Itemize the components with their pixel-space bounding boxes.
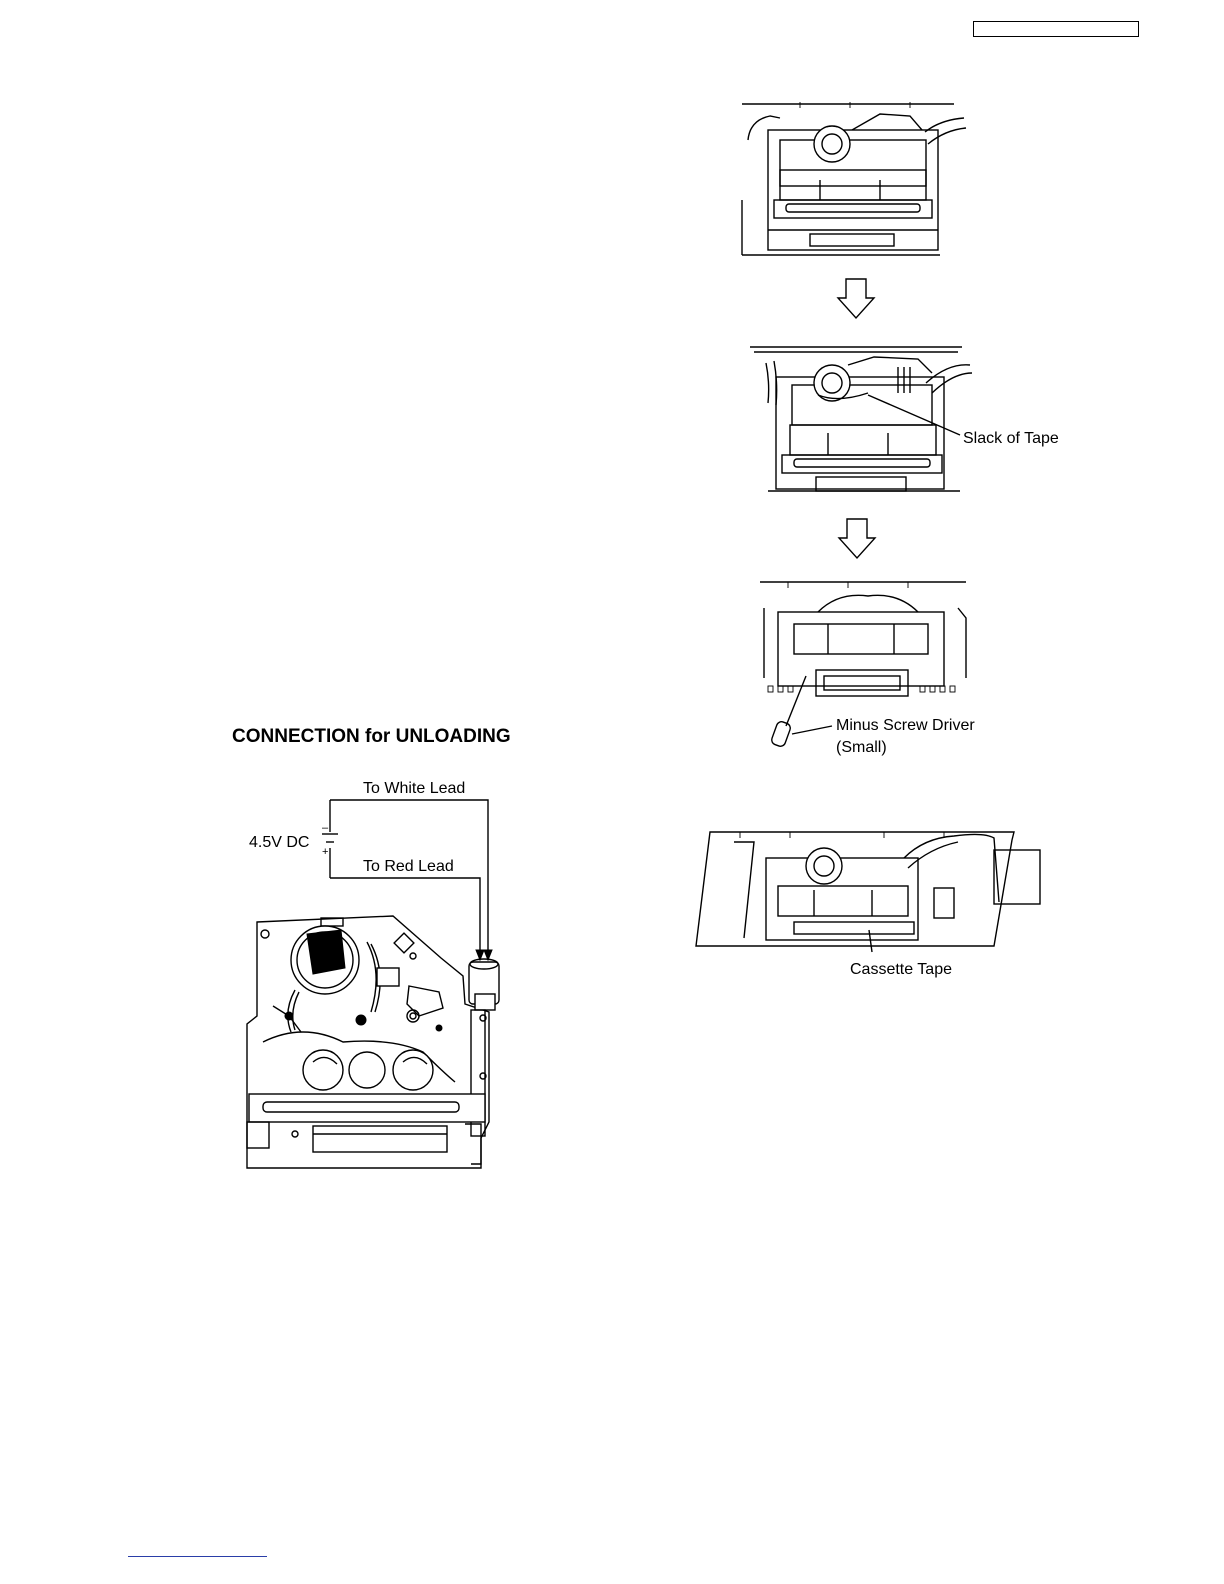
page-header-box xyxy=(973,21,1139,37)
deck-in-chassis-figure xyxy=(694,828,1050,954)
battery-minus-label: – xyxy=(322,822,329,834)
battery-plus-label: + xyxy=(322,846,329,858)
screwdriver-label-line2: (Small) xyxy=(836,739,887,756)
mechanism-figure-1 xyxy=(740,100,970,260)
white-lead-label: To White Lead xyxy=(363,780,466,797)
down-arrow-icon xyxy=(837,518,877,560)
mechanism-figure-2 xyxy=(748,343,978,498)
section-title: CONNECTION for UNLOADING xyxy=(232,726,511,747)
slack-of-tape-label: Slack of Tape xyxy=(963,430,1059,447)
red-lead-label: To Red Lead xyxy=(363,858,454,875)
voltage-label: 4.5V DC xyxy=(249,834,310,851)
cassette-mechanism-drawing xyxy=(243,912,513,1174)
footer-link[interactable] xyxy=(128,1556,267,1557)
cassette-tape-label: Cassette Tape xyxy=(850,961,952,978)
down-arrow-icon xyxy=(836,278,876,320)
screwdriver-label-line1: Minus Screw Driver xyxy=(836,717,975,734)
